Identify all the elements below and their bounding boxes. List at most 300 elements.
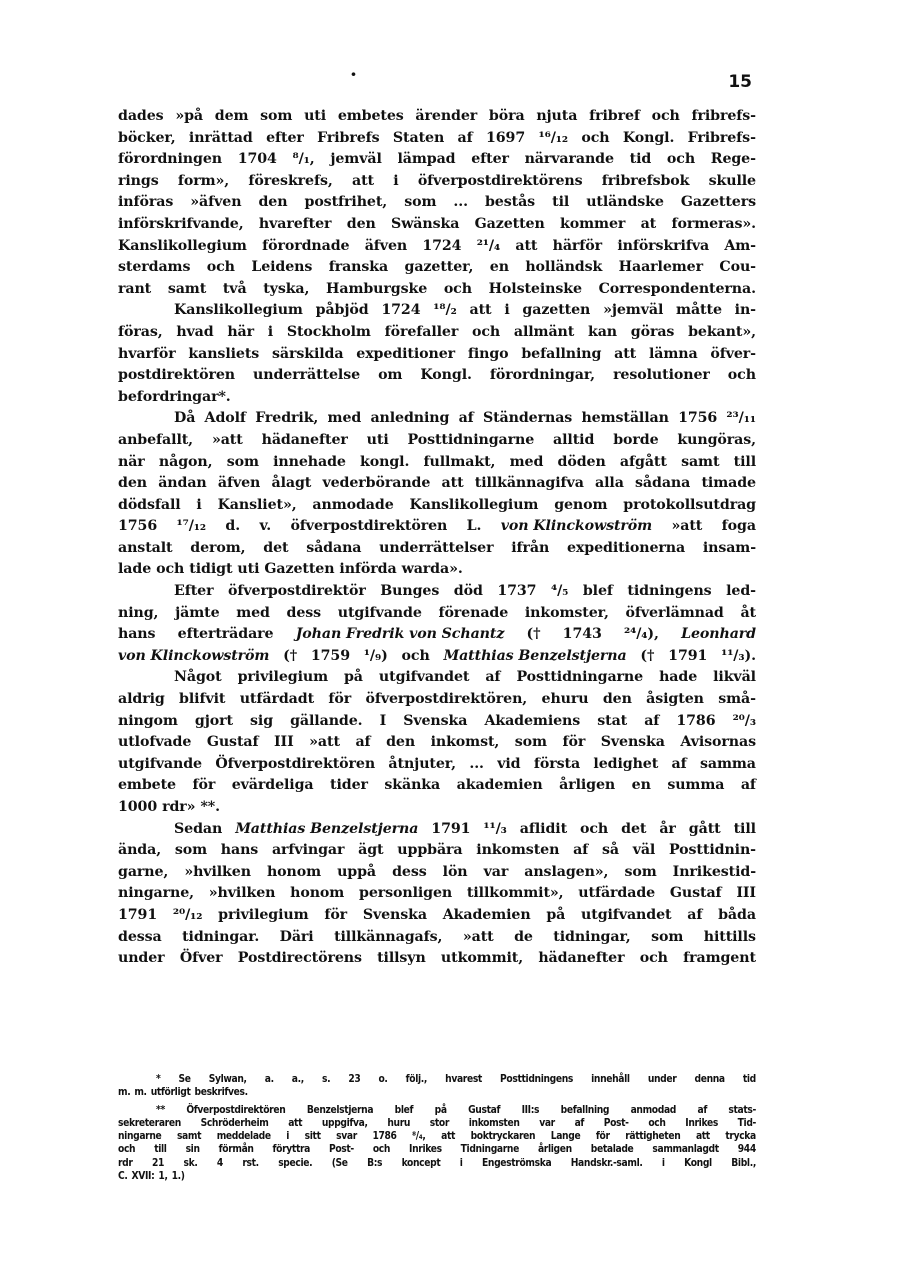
word: utgifvande (337, 604, 422, 621)
word: åt (740, 604, 756, 621)
word: af (573, 842, 589, 859)
word: hvarefter (258, 215, 332, 232)
word: 1697 (486, 129, 526, 146)
word: led- (726, 583, 756, 600)
word: denna (694, 1074, 725, 1085)
word: den (386, 734, 416, 751)
word: Rege- (710, 151, 756, 168)
word: med (327, 410, 362, 427)
word: m. (118, 1087, 131, 1099)
word: för (328, 691, 352, 708)
word: hädanefter (538, 950, 625, 967)
word: utlofvade (118, 734, 192, 751)
word: inkomsten (476, 842, 560, 859)
word: ¹/₉) (363, 647, 388, 664)
word: fribrefs- (691, 108, 756, 124)
word: underrättelser (379, 539, 494, 556)
word: lön (442, 863, 468, 880)
word: öfverpostdirektören (290, 518, 448, 535)
word: 1.) (171, 1171, 185, 1183)
word: dessa (118, 928, 162, 945)
word: Avisornas (680, 734, 756, 751)
word: för (324, 906, 348, 923)
word: förenade (438, 604, 509, 621)
word: »att (211, 431, 243, 448)
word: väl (632, 842, 656, 859)
word: årligen (537, 1144, 572, 1156)
word: åtnjuter, (388, 755, 456, 772)
word: döden (557, 453, 606, 470)
word: det (263, 539, 289, 556)
word: Ständernas (482, 410, 573, 427)
word: böra (488, 108, 525, 124)
word: och (156, 561, 185, 578)
body-line (118, 408, 756, 430)
word: ningarne (118, 1131, 162, 1143)
word: Då (174, 410, 196, 427)
word: ¹⁷/₁₂ (176, 518, 207, 535)
word: af (355, 734, 371, 751)
word: Gazetten (264, 561, 335, 578)
body-line (118, 128, 756, 150)
body-line (118, 819, 756, 841)
word: warda». (401, 561, 463, 578)
word: kan (587, 323, 618, 340)
word: B:s (367, 1157, 383, 1169)
word: v. (259, 518, 272, 535)
word: hittills (703, 928, 756, 945)
word: fullmakt, (423, 453, 496, 470)
word: a., (291, 1074, 304, 1085)
word: ²⁴/₄), (623, 626, 659, 643)
body-line (118, 883, 756, 905)
word: och (401, 647, 430, 664)
word: Am- (724, 237, 756, 254)
word: och (372, 1144, 391, 1156)
word: samma (700, 755, 756, 772)
margin-dot-mark: · (350, 62, 357, 86)
word: och (206, 259, 235, 276)
word: införas (118, 194, 174, 211)
word: tidningar. (182, 928, 260, 945)
word: genom (554, 496, 608, 513)
word: den (602, 691, 632, 708)
word: i (459, 1157, 463, 1169)
word: Hamburgske (326, 280, 428, 297)
word: anledning (370, 410, 450, 427)
word: utfärdadt (239, 691, 315, 708)
footnote-line (118, 1104, 756, 1117)
body-line (118, 775, 756, 797)
word: dades (118, 108, 164, 124)
word: båda (718, 906, 756, 923)
word: äfven (217, 475, 261, 492)
word: sådana (306, 539, 362, 556)
word: akademien (456, 777, 543, 794)
word: ända, (118, 842, 162, 859)
word: af (671, 755, 687, 772)
word: en (489, 259, 509, 276)
word: utfärdade (578, 885, 656, 902)
word: Något (174, 669, 222, 686)
word: Akademien (442, 906, 531, 923)
word: 1786 (372, 1131, 397, 1143)
word: Däri (279, 928, 314, 945)
body-line (118, 236, 756, 258)
word: framgent (683, 950, 756, 967)
word: bekant», (688, 323, 756, 340)
word: ⁸/₁, (292, 151, 315, 168)
word: påbjöd (315, 302, 369, 319)
word: til (552, 194, 570, 211)
word: Swänska (391, 215, 460, 232)
word: utförligt (150, 1087, 191, 1099)
word: aldrig (118, 691, 165, 708)
word: inrättad (188, 129, 253, 146)
word: som (260, 108, 293, 124)
word: två (222, 280, 247, 297)
word: utländske (586, 194, 664, 211)
word: ... (469, 755, 484, 772)
word: Postdirectörens (237, 950, 362, 967)
word: »jemväl (603, 302, 664, 319)
word: ²⁰/₁₂ (172, 906, 203, 923)
word: dess (286, 604, 322, 621)
word: åsigten (646, 691, 704, 708)
word: som (174, 842, 207, 859)
word: uppbära (397, 842, 463, 859)
word: hans (118, 626, 156, 643)
word: tidigt (189, 561, 233, 578)
body-line (118, 603, 756, 625)
word: hvad (176, 323, 214, 340)
word: Posttidningarne (407, 431, 535, 448)
word: sk. (183, 1157, 198, 1169)
word: i (393, 172, 399, 189)
word: öfverpostdirektören, (365, 691, 528, 708)
word: huru (387, 1117, 411, 1129)
word: beskrifves. (194, 1087, 248, 1099)
word: till (733, 453, 756, 470)
word: införda (339, 561, 397, 578)
word: ärender (415, 108, 478, 124)
word: alltid (553, 431, 595, 448)
word: Gazetten (474, 215, 545, 232)
word: tid (629, 151, 652, 168)
body-line (118, 840, 756, 862)
word: hädanefter (261, 431, 348, 448)
word: tillkännagafs, (334, 928, 443, 945)
word: († (640, 647, 655, 664)
word: uti (304, 108, 327, 124)
word: (Se (331, 1157, 348, 1169)
word: utgifvandet (581, 906, 672, 923)
body-line (118, 667, 756, 689)
word: för (562, 734, 586, 751)
word: lade (118, 561, 152, 578)
word: ⁸/₄, (412, 1131, 426, 1143)
word: Fribrefs- (687, 129, 756, 146)
body-line (118, 344, 756, 366)
word: tidningar, (553, 928, 631, 945)
body-line (118, 279, 756, 301)
word: med (236, 604, 270, 621)
word: († (526, 626, 541, 643)
word: af (644, 712, 660, 729)
word: Kongl. (622, 129, 675, 146)
word: hade (659, 669, 698, 686)
word: att (288, 1117, 303, 1129)
word: öfver- (710, 345, 756, 362)
word: dess (392, 863, 427, 880)
word: fribref (589, 108, 640, 124)
word: insam- (702, 539, 756, 556)
word: blifvit (179, 691, 226, 708)
word: Tidningarne (460, 1144, 519, 1156)
word: specie. (278, 1157, 313, 1169)
word: afgått (619, 453, 667, 470)
word: och (727, 367, 756, 384)
word: Correspondenterna. (598, 280, 756, 297)
word: under (118, 950, 165, 967)
word: anbefallt, (118, 431, 194, 448)
word: »hvilken (208, 885, 276, 902)
word: var (483, 863, 509, 880)
word: 1724 (422, 237, 462, 254)
footnote-line (118, 1157, 756, 1170)
body-line (118, 452, 756, 474)
word: Post- (603, 1117, 629, 1129)
word: lämpad (397, 151, 456, 168)
word: expeditionerna (566, 539, 686, 556)
footnote-line (118, 1117, 756, 1130)
word: 1786 (676, 712, 716, 729)
word: sekreteraren (118, 1117, 181, 1129)
word: boktryckaren (470, 1131, 536, 1143)
word: gjort (194, 712, 233, 729)
word: summa (667, 777, 725, 794)
word: Inrikes (409, 1144, 442, 1156)
body-line (118, 214, 756, 236)
word: Gustaf (669, 885, 722, 902)
body-line (118, 862, 756, 884)
word: efter (471, 151, 509, 168)
word: o. (378, 1074, 388, 1085)
word: särskilda (271, 345, 344, 362)
word: gazetten (522, 302, 591, 319)
body-line (118, 257, 756, 279)
word: * (156, 1074, 161, 1085)
word: kansliets (188, 345, 260, 362)
word: 4 (216, 1157, 223, 1169)
word: jämte (175, 604, 220, 621)
word: stor (429, 1117, 450, 1129)
word: skänka (384, 777, 441, 794)
word: anstalt (118, 539, 173, 556)
word: 1, (158, 1171, 168, 1183)
word: d. (225, 518, 241, 535)
word: form», (177, 172, 230, 189)
word: måtte (676, 302, 722, 319)
word: 1704 (237, 151, 277, 168)
word: Haarlemer (618, 259, 703, 276)
word: Svenska (403, 712, 468, 729)
word: Kansliet», (217, 496, 297, 513)
italic-name: von Klinckowström (118, 647, 270, 664)
word: Gustaf (468, 1104, 501, 1116)
word: Öfverpostdirektören (215, 755, 376, 772)
word: derom, (190, 539, 246, 556)
word: resolutioner (613, 367, 710, 384)
word: tyska, (263, 280, 310, 297)
word: förmån (218, 1144, 254, 1156)
word: Holsteinske (488, 280, 582, 297)
word: Kongl. (420, 367, 472, 384)
word: hvarest (445, 1074, 482, 1085)
word: Gazetters (680, 194, 756, 211)
word: att (441, 1131, 456, 1143)
word: 1791 (668, 647, 708, 664)
word: ägt (358, 842, 384, 859)
word: inkomster, (524, 604, 609, 621)
word: kongl. (360, 453, 410, 470)
word: 1000 (118, 799, 158, 815)
word: död (453, 583, 483, 600)
word: första (533, 755, 581, 772)
word: honom (290, 885, 345, 902)
word: embete (118, 777, 176, 794)
body-text (118, 106, 756, 970)
word: i (286, 1131, 290, 1143)
word: gazetter, (404, 259, 474, 276)
word: XVII: (131, 1171, 155, 1183)
word: trycka (725, 1131, 756, 1143)
word: Se (178, 1074, 191, 1085)
word: Posttidnin- (668, 842, 756, 859)
word: Kongl (684, 1157, 712, 1169)
word: aflidit (519, 820, 568, 837)
word: under (647, 1074, 677, 1085)
body-line (118, 948, 756, 970)
word: 1756 (678, 410, 718, 427)
word: Bibl., (731, 1157, 756, 1169)
word: meddelade (216, 1131, 271, 1143)
word: den (346, 215, 376, 232)
word: III (736, 885, 756, 902)
body-line (118, 538, 756, 560)
word: tidningens (627, 583, 712, 600)
word: privilegium (237, 669, 328, 686)
word: Inrikestid- (672, 863, 756, 880)
word: ⁴/₅ (550, 583, 569, 600)
word: af (697, 1104, 707, 1116)
word: befallning (521, 345, 602, 362)
word: var (539, 1117, 555, 1129)
body-line (118, 149, 756, 171)
body-line (118, 473, 756, 495)
word: Posttidningens (500, 1074, 574, 1085)
word: Fribrefs (317, 129, 380, 146)
word: Post- (328, 1144, 354, 1156)
word: här (227, 323, 255, 340)
body-line (118, 732, 756, 754)
word: inkomst, (430, 734, 500, 751)
word: Svenska (362, 906, 427, 923)
word: protokollsutdrag (623, 496, 756, 513)
word: göras (630, 323, 675, 340)
body-line (118, 430, 756, 452)
word: och (580, 820, 609, 837)
word: närvarande (524, 151, 614, 168)
word: holländsk (525, 259, 603, 276)
word: efterträdare (177, 626, 274, 643)
word: samt (176, 1131, 202, 1143)
word: fingo (467, 345, 509, 362)
word: gått (688, 820, 721, 837)
word: Engeströmska (482, 1157, 552, 1169)
word: om (378, 367, 403, 384)
word: Staten (392, 129, 445, 146)
word: små- (718, 691, 756, 708)
body-line (118, 689, 756, 711)
word: ledighet (593, 755, 659, 772)
word: böcker, (118, 129, 176, 146)
word: den (118, 475, 147, 492)
word: i (196, 496, 202, 513)
word: sådana (635, 475, 691, 492)
word: föreskrefs, (248, 172, 333, 189)
italic-name: Leonhard (681, 626, 756, 643)
word: ¹¹/₃). (721, 647, 756, 664)
word: underrättelse (253, 367, 361, 384)
word: de (514, 928, 533, 945)
word: uppå (337, 863, 377, 880)
word: följ., (405, 1074, 428, 1085)
word: samt (681, 453, 720, 470)
word: 23 (348, 1074, 361, 1085)
word: Handskr.-saml. (570, 1157, 643, 1169)
word: utgifvande (118, 755, 202, 772)
word: hvarför (118, 345, 176, 362)
word: postfrihet, (304, 194, 388, 211)
word: förordningen (118, 151, 222, 168)
word: tillkommit», (466, 885, 564, 902)
word: stat (597, 712, 628, 729)
footnote-line (118, 1170, 756, 1183)
word: tider (330, 777, 368, 794)
word: på (546, 906, 566, 923)
body-line (118, 516, 756, 538)
word: utgifvandet (378, 669, 470, 686)
word: dödsfall (118, 496, 181, 513)
word: embetes (337, 108, 404, 124)
word: rant (118, 280, 152, 297)
word: Akademiens (484, 712, 581, 729)
word: och (648, 1117, 666, 1129)
italic-name: Matthias Benzelstjerna (235, 820, 419, 837)
word: rst. (242, 1157, 259, 1169)
word: († (283, 647, 298, 664)
word: »att (671, 518, 703, 535)
word: 1791 (431, 820, 471, 837)
word: betalade (590, 1144, 634, 1156)
word: föras, (118, 323, 163, 340)
word: 1791 (118, 906, 158, 923)
word: af (574, 1117, 585, 1129)
word: in- (734, 302, 756, 319)
word: foga (721, 518, 756, 535)
word: anmodade (312, 496, 394, 513)
